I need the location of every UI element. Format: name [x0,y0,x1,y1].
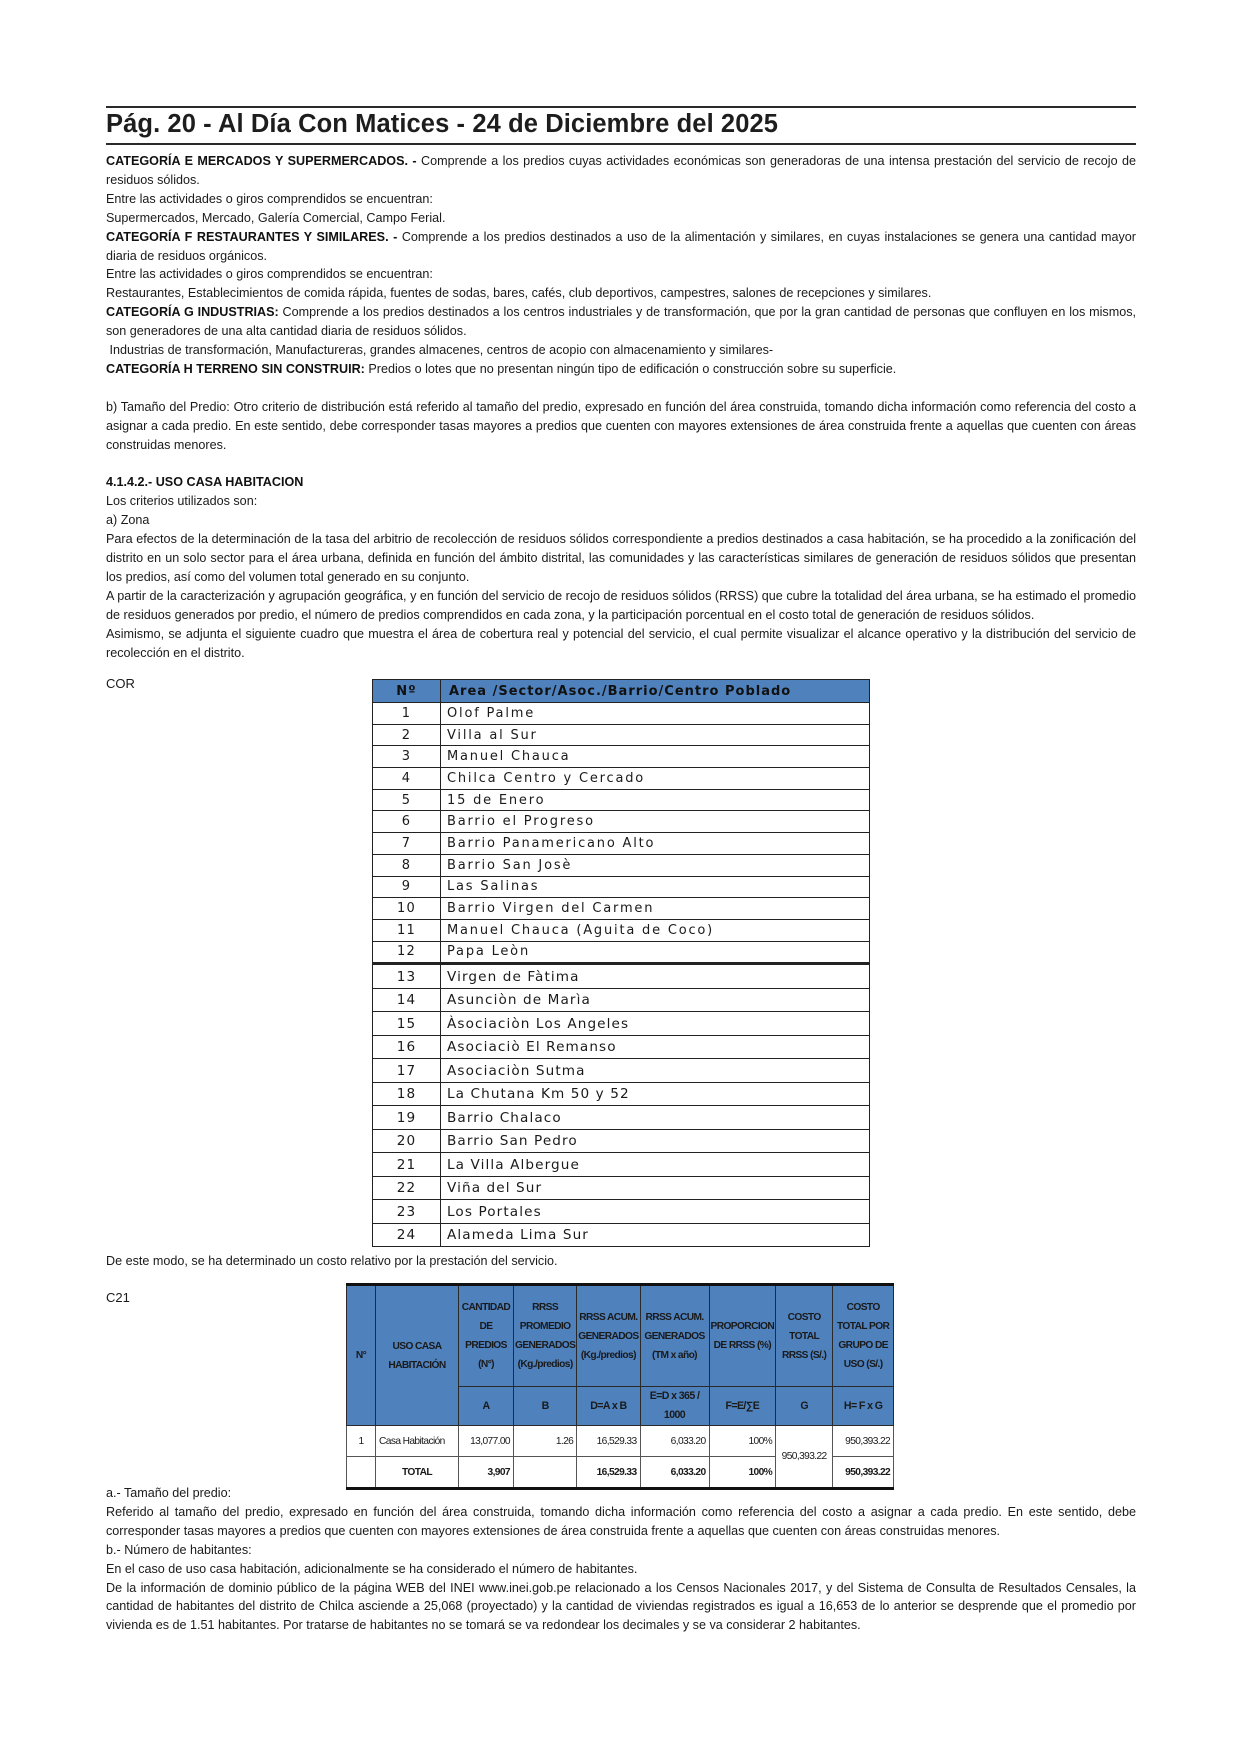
categories-section [106,152,1136,662]
table-row [373,789,870,811]
habitantes-text-2: De la información de dominio público de la página WEB del INEI www.inei.gob.pe relacionado a los Censos Nacionales 2017, y del Sistema de Consulta de Resultados Censales, la cantidad de habitantes del distrito de Chilca asciende a 25,068 (proyectado) y la cantidad de viviendas registrados es igual a 16,653 de lo anterior se desprende que el promedio por vivienda es de 1.51 habitantes. Por tratarse de habitantes no se tomará se va redondear los decimales y se va considerar 2 habitantes. [106,1580,1136,1633]
table-row [373,1059,870,1083]
zone-number: 23 [373,1200,441,1224]
category-e-list: Supermercados, Mercado, Galería Comercial, Campo Ferial. [106,210,446,225]
table-row [373,988,870,1012]
formula-a: A [459,1387,514,1426]
zone-number: 16 [373,1035,441,1059]
table-row [373,1129,870,1153]
zone-number: 10 [373,898,441,920]
cost-table-side-label: C21 [106,1290,130,1305]
zone-number: 1 [373,703,441,725]
category-f-list: Restaurantes, Establecimientos de comida rápida, fuentes de sodas, bares, cafés, club deportivos, campestres, salones de recepciones y similares. [106,286,932,301]
zone-number: 3 [373,746,441,768]
table-row [373,1223,870,1247]
zone-name: Asociaciòn Sutma [441,1059,870,1083]
zone-number: 5 [373,789,441,811]
table-row [373,1153,870,1177]
section-heading: 4.1.4.2.- USO CASA HABITACION [106,475,304,490]
cost-intro: De este modo, se ha determinado un costo relativo por la prestación del servicio. [106,1254,558,1268]
zone-name: Papa Leòn [441,941,870,964]
zone-name: Chilca Centro y Cercado [441,768,870,790]
header-n: N° [347,1285,376,1426]
zone-number: 19 [373,1106,441,1130]
zone-name: Barrio San Pedro [441,1129,870,1153]
zona-paragraph-2: A partir de la caracterización y agrupación geográfica, y en función del servicio de recojo de residuos sólidos (RRSS) que cubre la totalidad del área urbana, se ha estimado el promedio de residuos generados por predio, el número de predios comprendidos en cada zona, y la participación porcentual en el costo total de generación de residuos sólidos. [106,588,1136,622]
zone-name: Barrio Chalaco [441,1106,870,1130]
cell-total-d: 16,529.33 [577,1457,640,1489]
top-rule [106,106,1136,108]
table-row [373,1012,870,1036]
zone-number: 9 [373,876,441,898]
zones-table-header [373,680,870,703]
cell-uso: Casa Habitación [376,1426,459,1457]
zona-paragraph-1: Para efectos de la determinación de la tasa del arbitrio de recolección de residuos sólidos correspondiente a predios destinados a casa habitación, se ha procedido a la zonificación del distrito en un solo sector para el área urbana, definida en función del ámbito distrital, las comunidades y las características similares de generación de residuos sólidos que presentan los predios, así como del volumen total generado en su conjunto. [106,532,1136,584]
zone-number: 24 [373,1223,441,1247]
header-rrss-acum-tm: RRSS ACUM. GENERADOS (TM x año) [640,1285,709,1387]
page-title: Pág. 20 - Al Día Con Matices - 24 de Diciembre del 2025 [106,110,779,138]
table-row [373,703,870,725]
cell-n: 1 [347,1426,376,1457]
category-f-label: CATEGORÍA F RESTAURANTES Y SIMILARES. - [106,229,398,244]
zone-name: Viña del Sur [441,1176,870,1200]
zone-name: La Villa Albergue [441,1153,870,1177]
table-row [373,746,870,768]
header-costo-grupo: COSTO TOTAL POR GRUPO DE USO (S/.) [833,1285,894,1387]
category-e-intro: Entre las actividades o giros comprendidos se encuentran: [106,191,433,206]
zone-number: 7 [373,833,441,855]
zone-number: 6 [373,811,441,833]
table-row [373,833,870,855]
zone-name: Olof Palme [441,703,870,725]
category-g-label: CATEGORÍA G INDUSTRIAS: [106,305,279,320]
header-rrss-acum-kg: RRSS ACUM. GENERADOS (Kg./predios) [577,1285,640,1387]
cell-a: 13,077.00 [459,1426,514,1457]
header-area: Area /Sector/Asoc./Barrio/Centro Poblado [441,680,870,703]
cell-h: 950,393.22 [833,1426,894,1457]
zone-number: 20 [373,1129,441,1153]
category-g: CATEGORÍA G INDUSTRIAS: Comprende a los predios destinados a los centros industriales y de transformación, que por la gran cantidad de personas que confluyen en los mismos, son generadores de una alta cantidad diaria de residuos sólidos. [106,305,1136,339]
zone-number: 21 [373,1153,441,1177]
zones-table [372,679,870,1247]
category-f-intro: Entre las actividades o giros comprendidos se encuentran: [106,267,433,282]
zone-number: 2 [373,724,441,746]
cell-d: 16,529.33 [577,1426,640,1457]
zone-name: Los Portales [441,1200,870,1224]
criterios-label: Los criterios utilizados son: [106,494,258,509]
zone-name: Alameda Lima Sur [441,1223,870,1247]
zone-name: Barrio San Josè [441,854,870,876]
table-row [373,898,870,920]
zone-number: 4 [373,768,441,790]
table-row [373,811,870,833]
formula-h: H= F x G [833,1387,894,1426]
zone-name: Barrio Virgen del Carmen [441,898,870,920]
tamano-predio-paragraph: b) Tamaño del Predio: Otro criterio de distribución está referido al tamaño del predio, expresado en función del área construida, tomando dicha información como referencia del costo a asignar a cada predio. En este sentido, debe corresponder tasas mayores a predios que cuenten con mayores extensiones de área construida frente a aquellas que cuenten con áreas construidas menores. [106,399,1136,452]
zone-number: 8 [373,854,441,876]
zone-number: 18 [373,1082,441,1106]
zone-name: Àsociaciòn Los Angeles [441,1012,870,1036]
header-cantidad: CANTIDAD DE PREDIOS (N°) [459,1285,514,1387]
zone-name: Virgen de Fàtima [441,964,870,989]
zone-name: Asociaciò El Remanso [441,1035,870,1059]
header-uso: USO CASA HABITACIÓN [376,1285,459,1426]
table-row [373,1082,870,1106]
zona-label: a) Zona [106,513,150,528]
table-row [373,964,870,989]
table-row [347,1426,894,1457]
header-number: Nº [373,680,441,703]
zones-table-side-label: COR [106,676,135,691]
formula-g: G [776,1387,833,1426]
table-row [373,941,870,964]
zone-number: 14 [373,988,441,1012]
zona-paragraph-3: Asimismo, se adjunta el siguiente cuadro que muestra el área de cobertura real y potencial del servicio, el cual permite visualizar el alcance operativo y la distribución del servicio de recolección en el distrito. [106,626,1136,660]
closing-section [106,1484,1136,1635]
table-row [373,854,870,876]
title-rule [106,143,1136,145]
zone-number: 11 [373,919,441,941]
zone-name: Barrio el Progreso [441,811,870,833]
header-costo-total: COSTO TOTAL RRSS (S/.) [776,1285,833,1387]
table-row [373,1035,870,1059]
zone-name: Villa al Sur [441,724,870,746]
cost-table [346,1283,894,1490]
cost-table-header [347,1285,894,1387]
zone-number: 13 [373,964,441,989]
cell-total-e: 6,033.20 [640,1457,709,1489]
zone-name: Barrio Panamericano Alto [441,833,870,855]
formula-b: B [514,1387,577,1426]
zone-name: Manuel Chauca [441,746,870,768]
table-row [373,1200,870,1224]
tamano-label: a.- Tamaño del predio: [106,1486,232,1500]
zone-name: Manuel Chauca (Aguita de Coco) [441,919,870,941]
category-h-label: CATEGORÍA H TERRENO SIN CONSTRUIR: [106,361,365,376]
habitantes-label: b.- Número de habitantes: [106,1542,252,1557]
cell-total-f: 100% [709,1457,776,1489]
table-row [373,1106,870,1130]
category-e-label: CATEGORÍA E MERCADOS Y SUPERMERCADOS. - [106,154,417,168]
table-row [373,768,870,790]
zone-name: Asunciòn de Marìa [441,988,870,1012]
cell-total-h: 950,393.22 [833,1457,894,1489]
zones-table-body [373,703,870,1247]
zone-number: 15 [373,1012,441,1036]
cell-f: 100% [709,1426,776,1457]
table-row [373,876,870,898]
formula-d: D=A x B [577,1387,640,1426]
zone-name: Las Salinas [441,876,870,898]
cell-total-a: 3,907 [459,1457,514,1489]
zone-number: 17 [373,1059,441,1083]
table-row [373,919,870,941]
tamano-text: Referido al tamaño del predio, expresado en función del área construida, tomando dicha información como referencia del costo a asignar a cada predio. En este sentido, debe corresponder tasas mayores a predios que cuenten con mayores extensiones de área construida frente a aquellas que cuenten con áreas construidas menores. [106,1504,1136,1538]
category-e: CATEGORÍA E MERCADOS Y SUPERMERCADOS. - Comprende a los predios cuyas actividades económicas son generadoras de una intensa prestación del servicio de recojo de residuos sólidos. [106,154,1136,187]
category-f: CATEGORÍA F RESTAURANTES Y SIMILARES. - Comprende a los predios destinados a uso de la alimentación y similares, en cuyas instalaciones se genera una cantidad mayor diaria de residuos orgánicos. [106,229,1136,263]
zone-name: La Chutana Km 50 y 52 [441,1082,870,1106]
header-proporcion: PROPORCION DE RRSS (%) [709,1285,776,1387]
cell-e: 6,033.20 [640,1426,709,1457]
zone-number: 22 [373,1176,441,1200]
formula-e: E=D x 365 / 1000 [640,1387,709,1426]
cell-b: 1.26 [514,1426,577,1457]
table-row [373,724,870,746]
cell-total-label: TOTAL [376,1457,459,1489]
header-rrss-promedio: RRSS PROMEDIO GENERADOS (Kg./predios) [514,1285,577,1387]
zone-number: 12 [373,941,441,964]
zone-name: 15 de Enero [441,789,870,811]
table-row [373,1176,870,1200]
habitantes-text-1: En el caso de uso casa habitación, adicionalmente se ha considerado el número de habitantes. [106,1561,638,1576]
formula-f: F=E/∑E [709,1387,776,1426]
category-h: CATEGORÍA H TERRENO SIN CONSTRUIR: Predios o lotes que no presentan ningún tipo de edificación o construcción sobre su superficie. [106,361,897,376]
category-g-list: Industrias de transformación, Manufactureras, grandes almacenes, centros de acopio con almacenamiento y similares- [106,343,774,358]
cell-g-merged: 950,393.22 [776,1426,833,1489]
